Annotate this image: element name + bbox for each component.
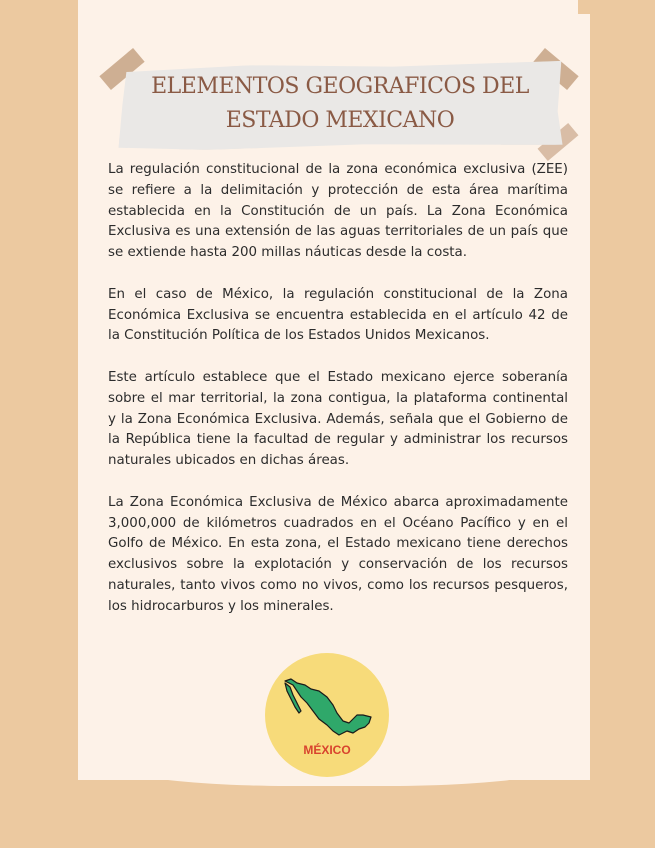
page-title: [118, 70, 562, 138]
paragraph-1: La regulación constitucional de la zona económica exclusiva (ZEE) se refiere a la delimitación y protección de esta área marítima establecida en la Constitución de un país. La Zona Económica Exclusiva es una extensión de las aguas territoriales de un país que se extiende hasta 200 millas náuticas desde la costa.: [108, 162, 568, 261]
mexico-badge: [265, 653, 389, 777]
paragraph-2: En el caso de México, la regulación constitucional de la Zona Económica Exclusiva se encuentra establecida en el artículo 42 de la Constitución Política de los Estados Unidos Mexicanos.: [108, 286, 568, 344]
badge-label: MÉXICO: [303, 743, 351, 757]
body-text: [108, 160, 568, 638]
paragraph-3: Este artículo establece que el Estado mexicano ejerce soberanía sobre el mar territorial, la zona contigua, la plataforma continental y la Zona Económica Exclusiva. Además, señala que el Gobierno de la República tiene la facultad de regular y administrar los recursos naturales ubicados en dichas áreas.: [108, 369, 568, 469]
title-line-2: ESTADO MEXICANO: [225, 108, 455, 133]
title-line-1: ELEMENTOS GEOGRAFICOS DEL: [151, 74, 529, 99]
paper-corner-notch: [578, 0, 590, 14]
mexico-map-icon: [281, 675, 373, 739]
paragraph-4: La Zona Económica Exclusiva de México abarca aproximadamente 3,000,000 de kilómetros cuadrados en el Océano Pacífico y en el Golfo de México. En esta zona, el Estado mexicano tiene derechos exclusivos sobre la explotación y conservación de los recursos naturales, tanto vivos como no vivos, como los recursos pesqueros, los hidrocarburos y los minerales.: [108, 494, 568, 614]
